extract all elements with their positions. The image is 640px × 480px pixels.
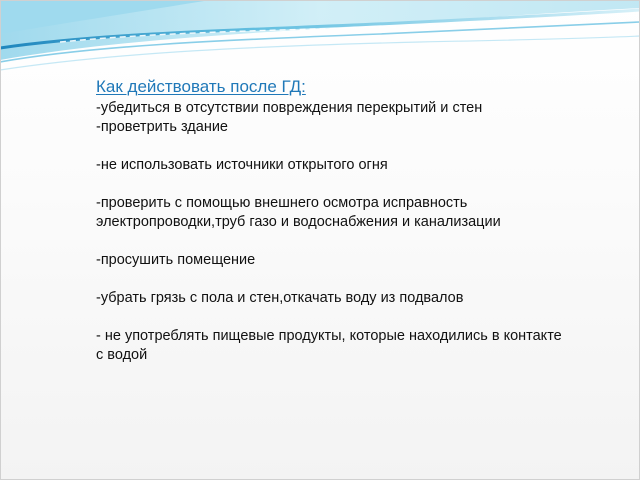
spacer [96,137,566,156]
spacer [96,308,566,327]
spacer [96,270,566,289]
spacer [96,232,566,251]
slide-title: Как действовать после ГД: [96,77,306,96]
list-item: -проверить с помощью внешнего осмотра исправность электропроводки,труб газо и водоснабжения и канализации [96,195,501,230]
list-item: - не употреблять пищевые продукты, которые находились в контакте с водой [96,328,562,363]
list-item: -проветрить здание [96,119,228,135]
list-item: -убрать грязь с пола и стен,откачать воду из подвалов [96,290,464,306]
list-item: -убедиться в отсутствии повреждения перекрытий и стен [96,100,483,116]
spacer [96,175,566,194]
list-item: -просушить помещение [96,252,256,268]
list-item: -не использовать источники открытого огня [96,157,388,173]
slide-content [96,76,566,365]
